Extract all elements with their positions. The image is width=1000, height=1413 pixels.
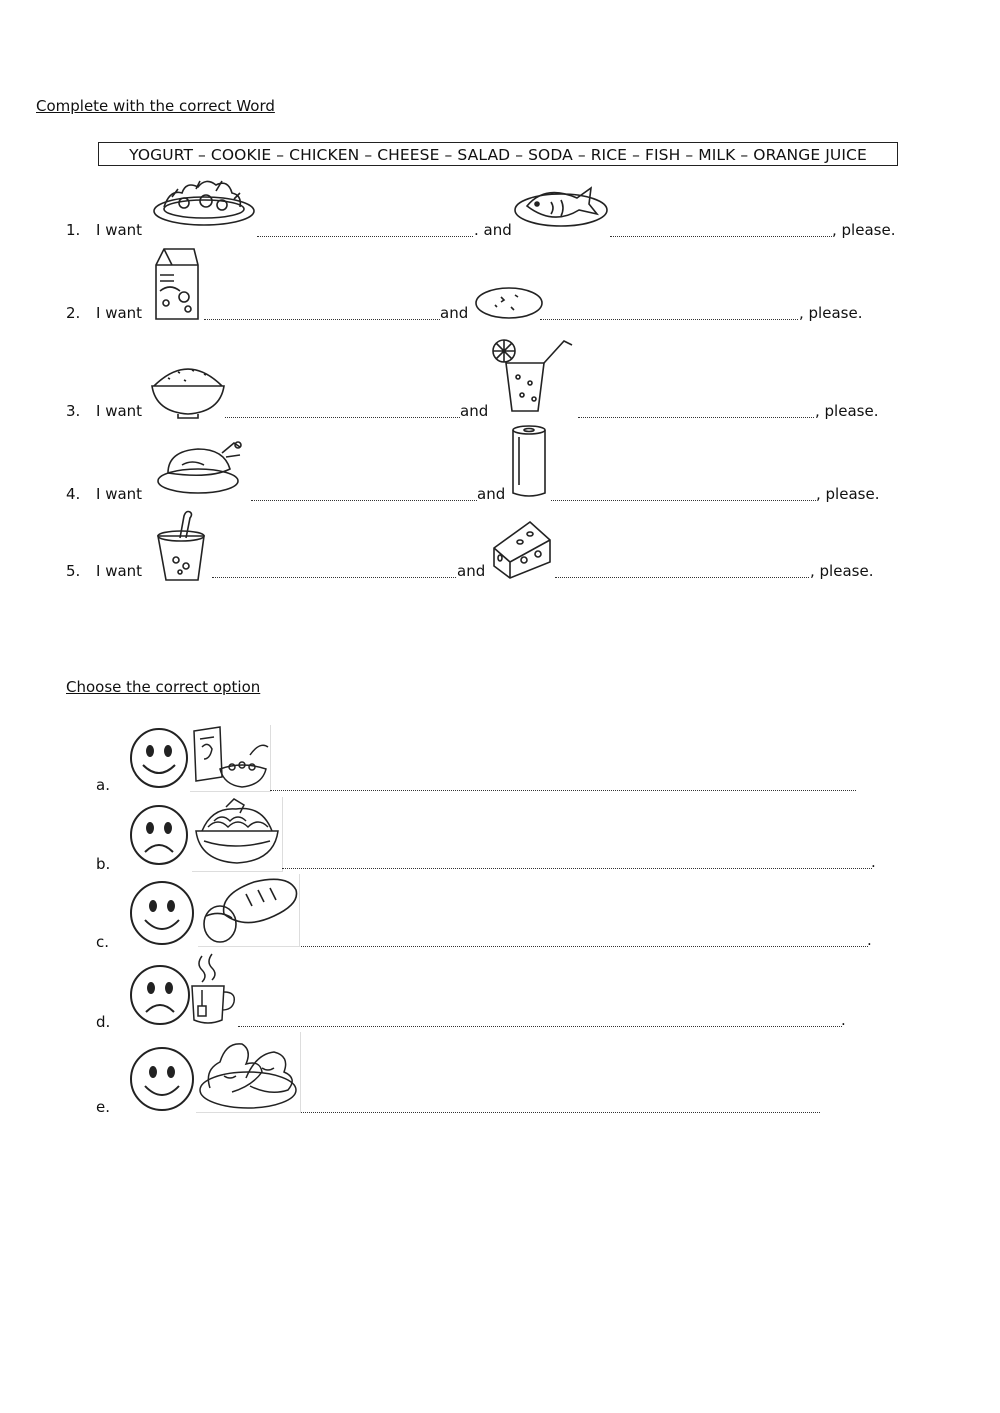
item5-connector: and — [457, 562, 486, 580]
bread-icon — [198, 874, 300, 947]
item5-blank2[interactable] — [555, 577, 809, 578]
orange-juice-icon — [490, 333, 580, 417]
option-c-blank[interactable] — [301, 946, 868, 947]
spaghetti-icon — [192, 797, 283, 872]
fish-icon — [511, 178, 609, 230]
item1-blank1[interactable] — [257, 236, 473, 237]
item2-number: 2. — [66, 304, 81, 322]
option-c-letter: c. — [96, 933, 110, 951]
option-e-letter: e. — [96, 1098, 110, 1116]
item1-number: 1. — [66, 221, 81, 239]
soda-can-icon — [507, 423, 551, 499]
item4-blank2[interactable] — [551, 500, 816, 501]
option-e-blank[interactable] — [301, 1112, 820, 1113]
item3-number: 3. — [66, 402, 81, 420]
item4-connector: and — [477, 485, 506, 503]
salad-icon — [150, 167, 258, 229]
item2-blank2[interactable] — [540, 319, 798, 320]
happy-face-icon — [129, 727, 189, 789]
item5-blank1[interactable] — [212, 577, 456, 578]
section2-heading: Choose the correct option — [66, 678, 261, 696]
chicken-wings-icon — [196, 1032, 301, 1113]
item1-lead: I want — [96, 221, 143, 239]
item3-lead: I want — [96, 402, 143, 420]
item2-connector: and — [440, 304, 469, 322]
rice-bowl-icon — [148, 360, 228, 420]
item5-closing: , please. — [810, 562, 874, 580]
sad-face-icon — [129, 964, 191, 1026]
cookie-icon — [473, 285, 545, 321]
yogurt-icon — [154, 508, 208, 582]
item4-closing: , please. — [816, 485, 880, 503]
sad-face-icon — [129, 804, 189, 866]
item2-closing: , please. — [799, 304, 863, 322]
option-a-letter: a. — [96, 776, 110, 794]
item3-closing: , please. — [815, 402, 879, 420]
item2-blank1[interactable] — [204, 319, 440, 320]
item1-connector: . and — [474, 221, 512, 239]
tea-icon — [188, 952, 238, 1028]
item3-blank2[interactable] — [578, 417, 814, 418]
item5-lead: I want — [96, 562, 143, 580]
item4-number: 4. — [66, 485, 81, 503]
option-d-blank[interactable] — [238, 1026, 842, 1027]
option-c-end: . — [867, 931, 872, 949]
item4-lead: I want — [96, 485, 143, 503]
cereal-icon — [190, 725, 271, 792]
option-d-letter: d. — [96, 1013, 111, 1031]
option-a-blank[interactable] — [270, 790, 856, 791]
word-bank: YOGURT – COOKIE – CHICKEN – CHEESE – SALAD – SODA – RICE – FISH – MILK – ORANGE JUICE — [98, 142, 898, 166]
option-b-blank[interactable] — [282, 868, 872, 869]
option-d-end: . — [841, 1011, 846, 1029]
item5-number: 5. — [66, 562, 81, 580]
happy-face-icon — [129, 880, 195, 946]
item1-blank2[interactable] — [610, 236, 832, 237]
cheese-icon — [490, 518, 554, 582]
chicken-icon — [152, 435, 248, 495]
item3-blank1[interactable] — [225, 417, 460, 418]
item4-blank1[interactable] — [251, 500, 477, 501]
item1-closing: , please. — [832, 221, 896, 239]
milk-carton-icon — [150, 245, 202, 323]
item2-lead: I want — [96, 304, 143, 322]
option-b-letter: b. — [96, 855, 111, 873]
section1-heading: Complete with the correct Word — [36, 97, 275, 115]
happy-face-icon — [129, 1046, 195, 1112]
item3-connector: and — [460, 402, 489, 420]
option-b-end: . — [871, 853, 876, 871]
